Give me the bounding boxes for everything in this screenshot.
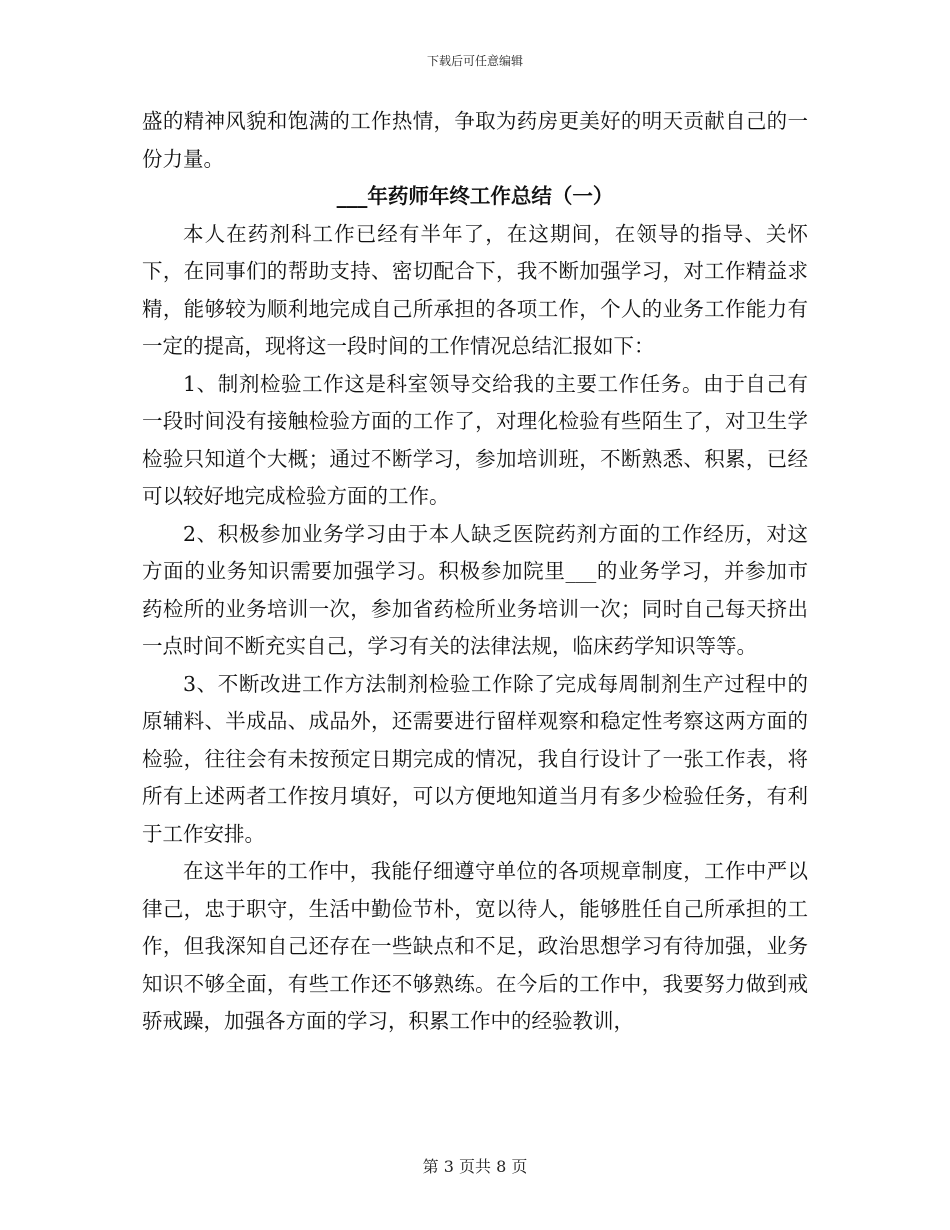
paragraph-conclusion: 在这半年的工作中，我能仔细遵守单位的各项规章制度，工作中严以律己，忠于职守，生活中勤俭节朴，宽以待人，能够胜任自己所承担的工作，但我深知自己还存在一些缺点和不足，政治思想学习有待加强，业务知识不够全面，有些工作还不够熟练。在今后的工作中，我要努力做到戒骄戒躁，加强各方面的学习，积累工作中的经验教训， (142, 859, 808, 1033)
paragraph-item-3: 3、不断改进工作方法制剂检验工作除了完成每周制剂生产过程中的原辅料、半成品、成品外，还需要进行留样观察和稳定性考察这两方面的检验，往往会有未按预定日期完成的情况，我自行设计了一张工作表，将所有上述两者工作按月填好，可以方便地知道当月有多少检验任务，有利于工作安排。 (142, 671, 808, 846)
paragraph-item-1: 1、制剂检验工作这是科室领导交给我的主要工作任务。由于自己有一段时间没有接触检验方面的工作了，对理化检验有些陌生了，对卫生学检验只知道个大概；通过不断学习，参加培训班，不断熟悉、积累，已经可以较好地完成检验方面的工作。 (142, 371, 808, 508)
page-footer: 第 3 页共 8 页 (422, 1157, 528, 1176)
paragraph-item-2: 2、积极参加业务学习由于本人缺乏医院药剂方面的工作经历，对这方面的业务知识需要加强学习。积极参加院里___的业务学习，并参加市药检所的业务培训一次，参加省药检所业务培训一次；同时自己每天挤出一点时间不断充实自己，学习有关的法律法规，临床药学知识等等。 (142, 521, 808, 658)
document-title: ___年药师年终工作总结（一） (336, 184, 614, 208)
document-body (142, 103, 808, 1041)
continuation-paragraph: 盛的精神风貌和饱满的工作热情，争取为药房更美好的明天贡献自己的一份力量。 (142, 109, 808, 171)
page-header: 下载后可任意编辑 (426, 54, 523, 68)
paragraph-intro: 本人在药剂科工作已经有半年了，在这期间，在领导的指导、关怀下，在同事们的帮助支持、密切配合下，我不断加强学习，对工作精益求精，能够较为顺利地完成自己所承担的各项工作，个人的业务工作能力有一定的提高，现将这一段时间的工作情况总结汇报如下： (142, 221, 808, 358)
